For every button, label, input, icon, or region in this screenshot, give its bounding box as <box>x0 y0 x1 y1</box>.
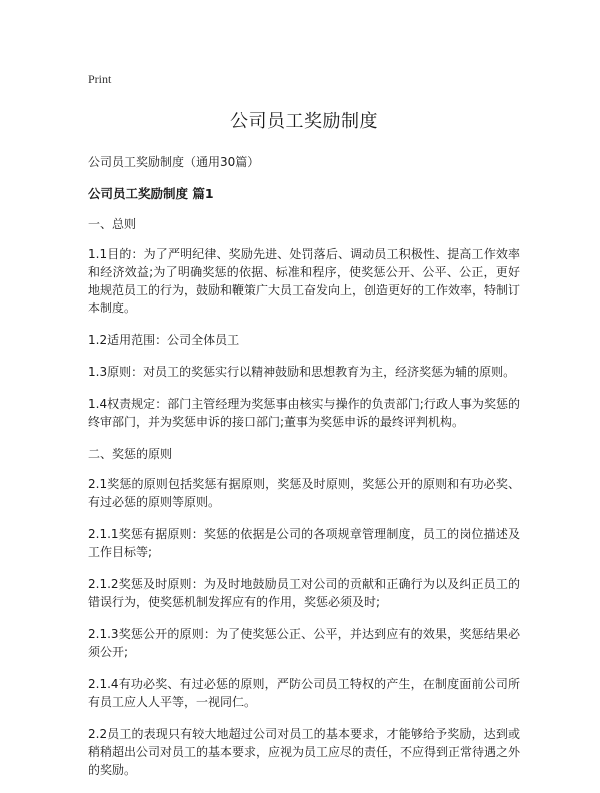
paragraph-2-1-1: 2.1.1奖惩有据原则：奖惩的依据是公司的各项规章管理制度，员工的岗位描述及工作目标等; <box>88 527 520 559</box>
paragraph-1-4: 1.4权责规定：部门主管经理为奖惩事由核实与操作的负责部门;行政人事为奖惩的终审部门，并为奖惩申诉的接口部门;董事为奖惩申诉的最终评判机构。 <box>88 397 520 429</box>
paragraph-2-1-3: 2.1.3奖惩公开的原则：为了使奖惩公正、公平，并达到应有的效果，奖惩结果必须公开; <box>88 627 520 659</box>
paragraph-2-1-4: 2.1.4有功必奖、有过必惩的原则，严防公司员工特权的产生，在制度面前公司所有员工应人人平等，一视同仁。 <box>88 677 520 709</box>
paragraph-2-1-2: 2.1.2奖惩及时原则：为及时地鼓励员工对公司的贡献和正确行为以及纠正员工的错误行为，使奖惩机制发挥应有的作用，奖惩必须及时; <box>88 577 520 609</box>
paragraph-2-1: 2.1奖惩的原则包括奖惩有据原则，奖惩及时原则，奖惩公开的原则和有功必奖、有过必惩的原则等原则。 <box>88 477 520 509</box>
chapter-heading-principles: 二、奖惩的原则 <box>88 447 173 461</box>
paragraph-2-2: 2.2员工的表现只有较大地超过公司对员工的基本要求，才能够给予奖励，达到或稍稍超出公司对员工的基本要求，应视为员工应尽的责任，不应得到正常待遇之外的奖励。 <box>88 727 521 777</box>
paragraph-1-1: 1.1目的：为了严明纪律、奖励先进、处罚落后、调动员工积极性、提高工作效率和经济效益;为了明确奖惩的依据、标准和程序，使奖惩公开、公平、公正，更好地规范员工的行为，鼓励和鞭策广大员工奋发向上，创造更好的工作效率，特制订本制度。 <box>88 247 521 315</box>
document-title: 公司员工奖励制度 <box>230 111 378 132</box>
section-heading: 公司员工奖励制度 篇1 <box>88 186 214 201</box>
chapter-heading-general: 一、总则 <box>88 217 137 231</box>
document-page <box>88 68 520 793</box>
document-subtitle: 公司员工奖励制度（通用30篇） <box>88 155 260 169</box>
paragraph-1-2: 1.2适用范围：公司全体员工 <box>88 333 240 347</box>
paragraph-1-3: 1.3原则：对员工的奖惩实行以精神鼓励和思想教育为主，经济奖惩为辅的原则。 <box>88 365 516 379</box>
print-link[interactable]: Print <box>88 72 112 86</box>
